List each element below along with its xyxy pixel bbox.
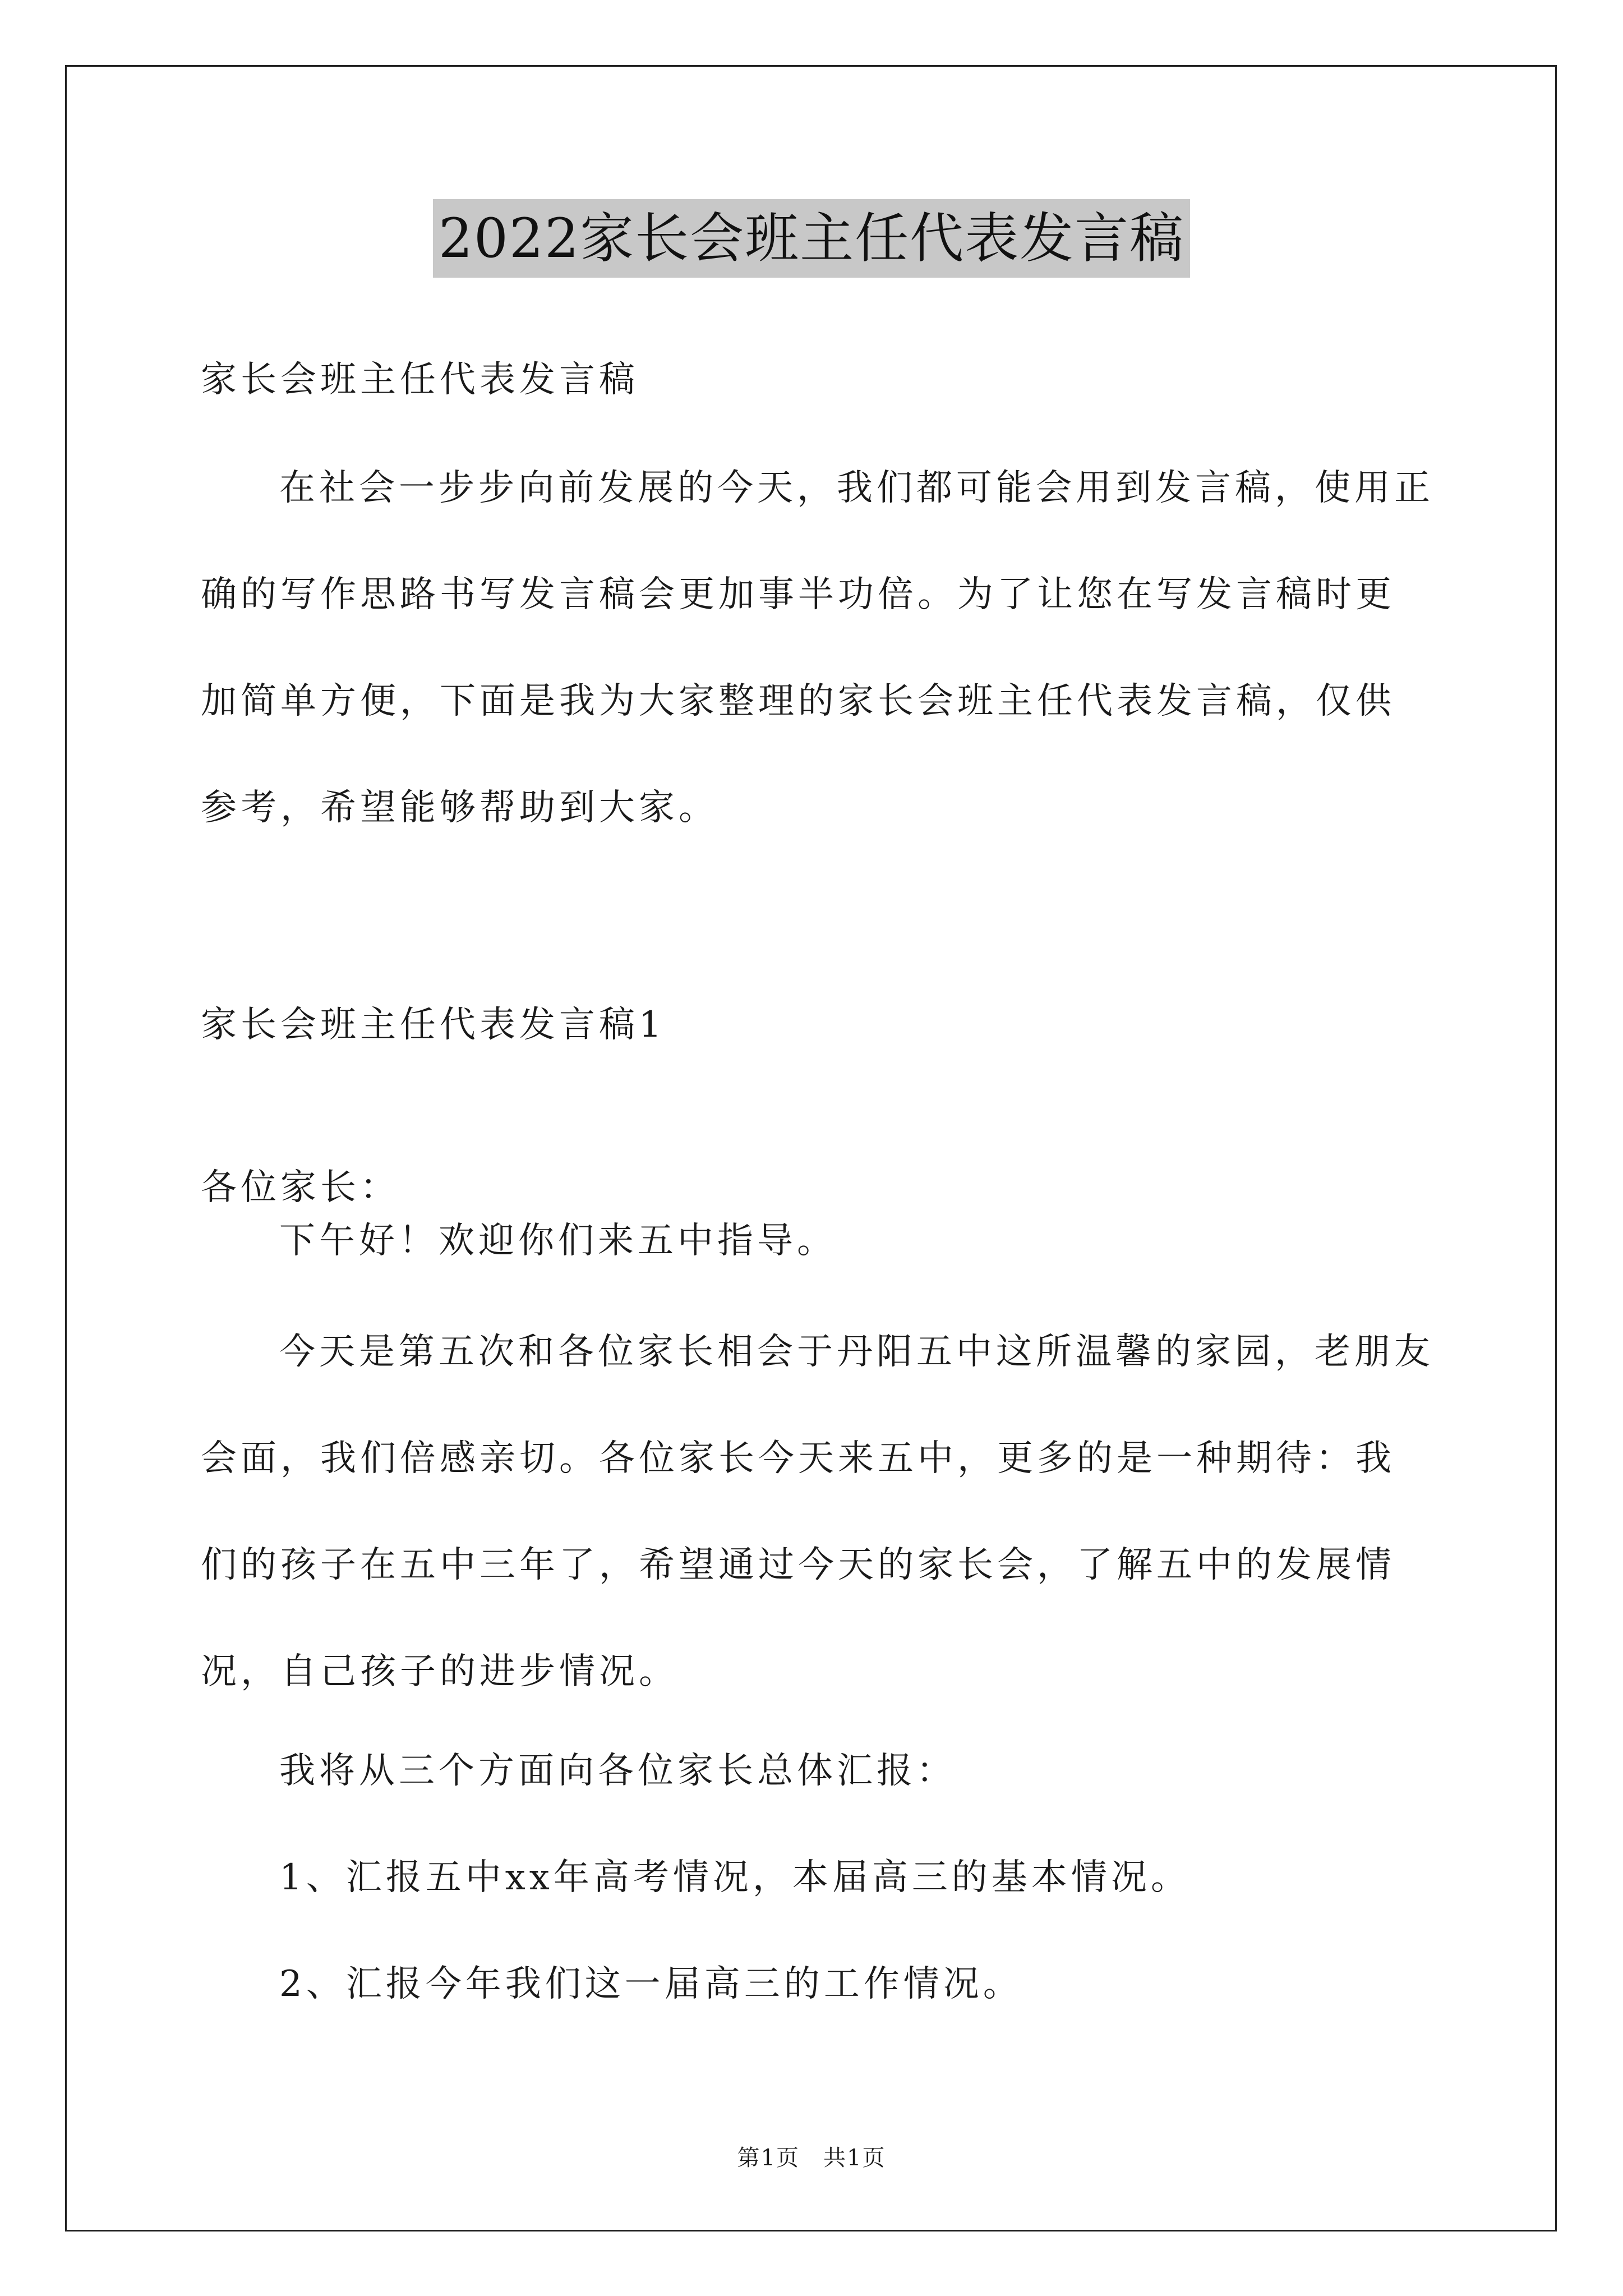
title-area [0,199,1623,278]
body-paragraph-1: 今天是第五次和各位家长相会于丹阳五中这所温馨的家园，老朋友会面，我们倍感亲切。各位家长今天来五中，更多的是一种期待：我们的孩子在五中三年了，希望通过今天的家长会，了解五中的发展情况，自己孩子的进步情况。 [201,1331,1434,1692]
list-item-1: 1、汇报五中xx年高考情况，本届高三的基本情况。 [279,1857,1191,1898]
body-paragraph-2: 我将从三个方面向各位家长总体汇报： [279,1750,956,1792]
document-title: 2022家长会班主任代表发言稿 [433,199,1190,278]
document-subtitle: 家长会班主任代表发言稿 [201,359,639,401]
list-item-2: 2、汇报今年我们这一届高三的工作情况。 [279,1963,1023,2005]
section-heading: 家长会班主任代表发言稿1 [201,1004,666,1046]
intro-paragraph: 在社会一步步向前发展的今天，我们都可能会用到发言稿，使用正确的写作思路书写发言稿会更加事半功倍。为了让您在写发言稿时更加简单方便，下面是我为大家整理的家长会班主任代表发言稿，仅供参考，希望能够帮助到大家。 [201,467,1434,829]
greeting-paragraph: 下午好！欢迎你们来五中指导。 [279,1220,837,1262]
salutation: 各位家长： [201,1167,400,1208]
page-footer: 第1页 共1页 [737,2145,886,2171]
